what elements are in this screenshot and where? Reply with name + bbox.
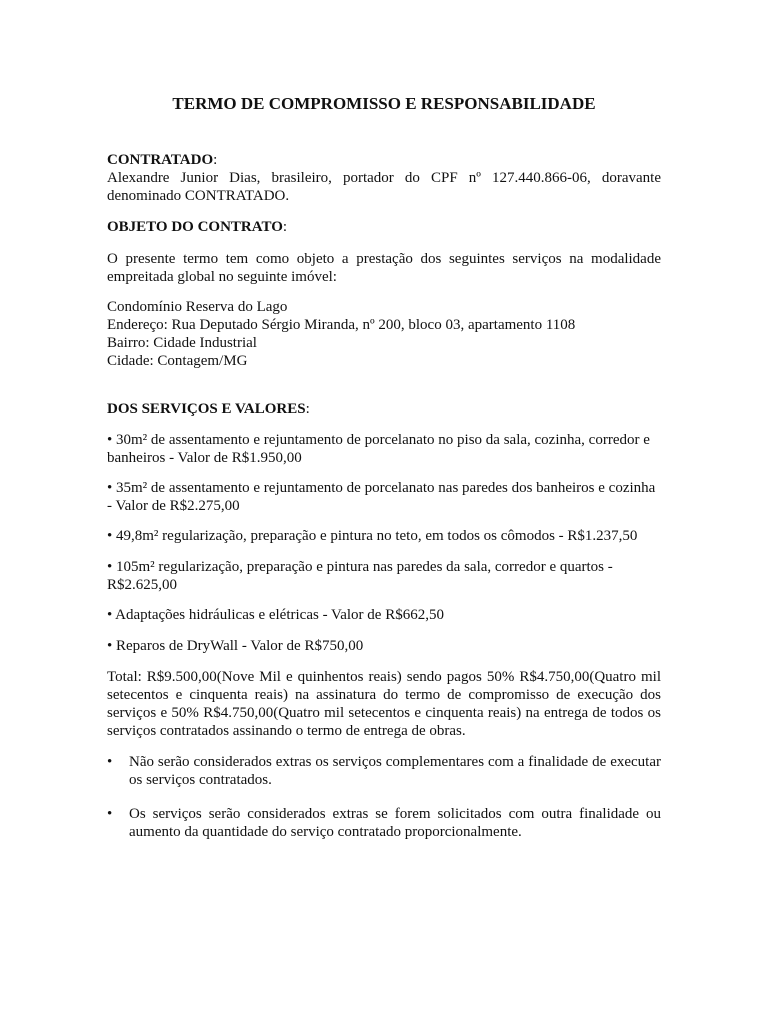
- service-item-line: • 30m² de assentamento e rejuntamento de porcelanato no piso da sala, cozinha, corredor e: [107, 432, 650, 448]
- service-item: [107, 637, 661, 655]
- contratado-heading-line: [107, 151, 661, 169]
- contratado-text: Alexandre Junior Dias, brasileiro, portador do CPF nº 127.440.866-06, doravante denominado CONTRATADO.: [107, 170, 661, 204]
- service-item-line: • Reparos de DryWall - Valor de R$750,00: [107, 638, 364, 654]
- objeto-heading-colon: :: [282, 219, 288, 235]
- objeto-text: O presente termo tem como objeto a prestação dos seguintes serviços na modalidade empreitada global no seguinte imóvel:: [107, 251, 661, 285]
- service-item-line: R$2.625,00: [107, 577, 178, 593]
- imovel-line-condominio: Condomínio Reserva do Lago: [107, 299, 288, 315]
- total-paragraph: Total: R$9.500,00(Nove Mil e quinhentos reais) sendo pagos 50% R$4.750,00(Quatro mil setecentos e cinquenta reais) na assinatura do termo de compromisso de execução dos serviços e 50% R$4.750,00(Quatro mil setecentos e cinquenta reais) na entrega de todos os serviços contratados assinando o termo de entrega de obras.: [107, 669, 661, 739]
- contratado-section: [107, 151, 661, 205]
- bullet-icon: •: [107, 754, 113, 770]
- servicos-heading-line: [107, 400, 661, 418]
- imovel-line-endereco: Endereço: Rua Deputado Sérgio Miranda, nº 200, bloco 03, apartamento 1108: [107, 317, 576, 333]
- contratado-heading-colon: :: [213, 152, 218, 168]
- service-item-line: • 35m² de assentamento e rejuntamento de porcelanato nas paredes dos banheiros e cozinha: [107, 480, 656, 496]
- service-item: [107, 527, 661, 545]
- service-item-line: • 105m² regularização, preparação e pintura nas paredes da sala, corredor e quartos -: [107, 559, 613, 575]
- service-item-line: - Valor de R$2.275,00: [107, 498, 240, 514]
- imovel-line-cidade: Cidade: Contagem/MG: [107, 353, 248, 369]
- servicos-heading: DOS SERVIÇOS E VALORES: [107, 401, 306, 417]
- service-item-line: • Adaptações hidráulicas e elétricas - Valor de R$662,50: [107, 607, 444, 623]
- imovel-address: [107, 298, 661, 370]
- servicos-heading-colon: :: [305, 401, 310, 417]
- service-item: [107, 606, 661, 624]
- imovel-line-bairro: Bairro: Cidade Industrial: [107, 335, 257, 351]
- clausula-text: Os serviços serão considerados extras se forem solicitados com outra finalidade ou aumento da quantidade do serviço contratado proporcionalmente.: [129, 806, 661, 840]
- objeto-heading-line: [107, 218, 661, 236]
- contratado-heading: CONTRATADO: [107, 152, 214, 168]
- service-item: [107, 558, 661, 594]
- service-item: [107, 431, 661, 467]
- bullet-icon: •: [107, 806, 113, 822]
- document-title: TERMO DE COMPROMISSO E RESPONSABILIDADE: [172, 94, 596, 113]
- service-item-line: • 49,8m² regularização, preparação e pintura no teto, em todos os cômodos - R$1.237,50: [107, 528, 638, 544]
- objeto-heading: OBJETO DO CONTRATO: [107, 219, 283, 235]
- clausula-text: Não serão considerados extras os serviços complementares com a finalidade de executar os serviços contratados.: [129, 754, 661, 788]
- service-item: [107, 479, 661, 515]
- service-item-line: banheiros - Valor de R$1.950,00: [107, 450, 302, 466]
